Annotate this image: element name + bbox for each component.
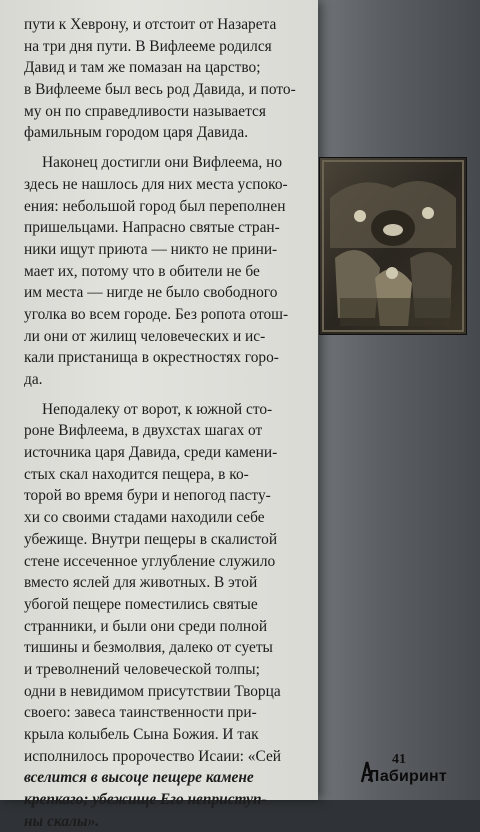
text-line: мает их, потому что в обители не бе (24, 262, 260, 280)
text-line: здесь не нашлось для них места успоко- (24, 175, 288, 193)
text-line: ники ищут приюта — никто не прини- (24, 240, 278, 258)
text-line: Неподалеку от ворот, к южной сто- (42, 400, 273, 418)
text-line: хи со своими стадами находили себе (24, 509, 265, 527)
icon-illustration (320, 158, 466, 334)
text-line: убежище. Внутри пещеры в скалистой (24, 530, 278, 548)
text-line: одни в невидимом присутствии Творца (24, 682, 281, 700)
text-line: уголка во всем городе. Без ропота отош- (24, 305, 289, 323)
text-line: пути к Хеврону, и отстоит от Назарета (24, 16, 277, 33)
watermark: Лабиринт (368, 768, 447, 785)
body-text (24, 14, 306, 832)
text-line: му он по справедливости называется (24, 102, 266, 120)
facing-page-blurred-text (330, 40, 470, 78)
text-line: фамильным городом царя Давида. (24, 124, 249, 142)
facing-page (318, 0, 480, 800)
text-line: и треволнений человеческой толпы; (24, 660, 260, 678)
text-line: вселится в высоце пещере камене (24, 769, 254, 787)
text-line: убогой пещере поместились святые (24, 595, 258, 613)
text-line: им места — нигде не было свободного (24, 284, 278, 302)
text-line: стене иссеченное углубление служило (24, 552, 276, 570)
paragraph-gap (24, 144, 306, 152)
page-number: 41 (392, 752, 406, 767)
text-line: на три дня пути. В Вифлееме родился (24, 37, 272, 55)
text-line: тишины и безмолвия, далеко от суеты (24, 639, 273, 657)
text-line: исполнилось пророчество Исаии: «Сей (24, 747, 282, 765)
text-line: да. (24, 371, 43, 388)
text-line: торой во время бури и непогод пасту- (24, 487, 271, 505)
paragraph-gap (24, 391, 306, 399)
text-line: странники, и были они среди полной (24, 617, 268, 635)
text-line: роне Вифлеема, в двухстах шагах от (24, 422, 263, 440)
text-line: ли они от жилищ человеческих и ис- (24, 327, 266, 345)
text-line: Давид и там же помазан на царство; (24, 59, 261, 77)
text-line: вместо яслей для животных. В этой (24, 574, 258, 592)
text-line: кали пристанища в окрестностях горо- (24, 349, 279, 367)
text-line: ения: небольшой город был переполнен (24, 197, 286, 215)
text-line: пришельцами. Напрасно святые стран- (24, 219, 280, 237)
text-line: крыла колыбель Сына Божия. И так (24, 726, 259, 743)
text-line: стых скал находится пещера, в ко- (24, 465, 249, 483)
text-line: в Вифлееме был весь род Давида, и пото- (24, 81, 296, 99)
text-line: ны скалы». (24, 812, 100, 830)
text-line: Наконец достигли они Вифлеема, но (42, 154, 283, 172)
text-line: источника царя Давида, среди камени- (24, 444, 278, 462)
text-line: крепкаго; убежище Его неприступ- (24, 791, 267, 809)
text-line: своего: завеса таинственности при- (24, 704, 257, 722)
